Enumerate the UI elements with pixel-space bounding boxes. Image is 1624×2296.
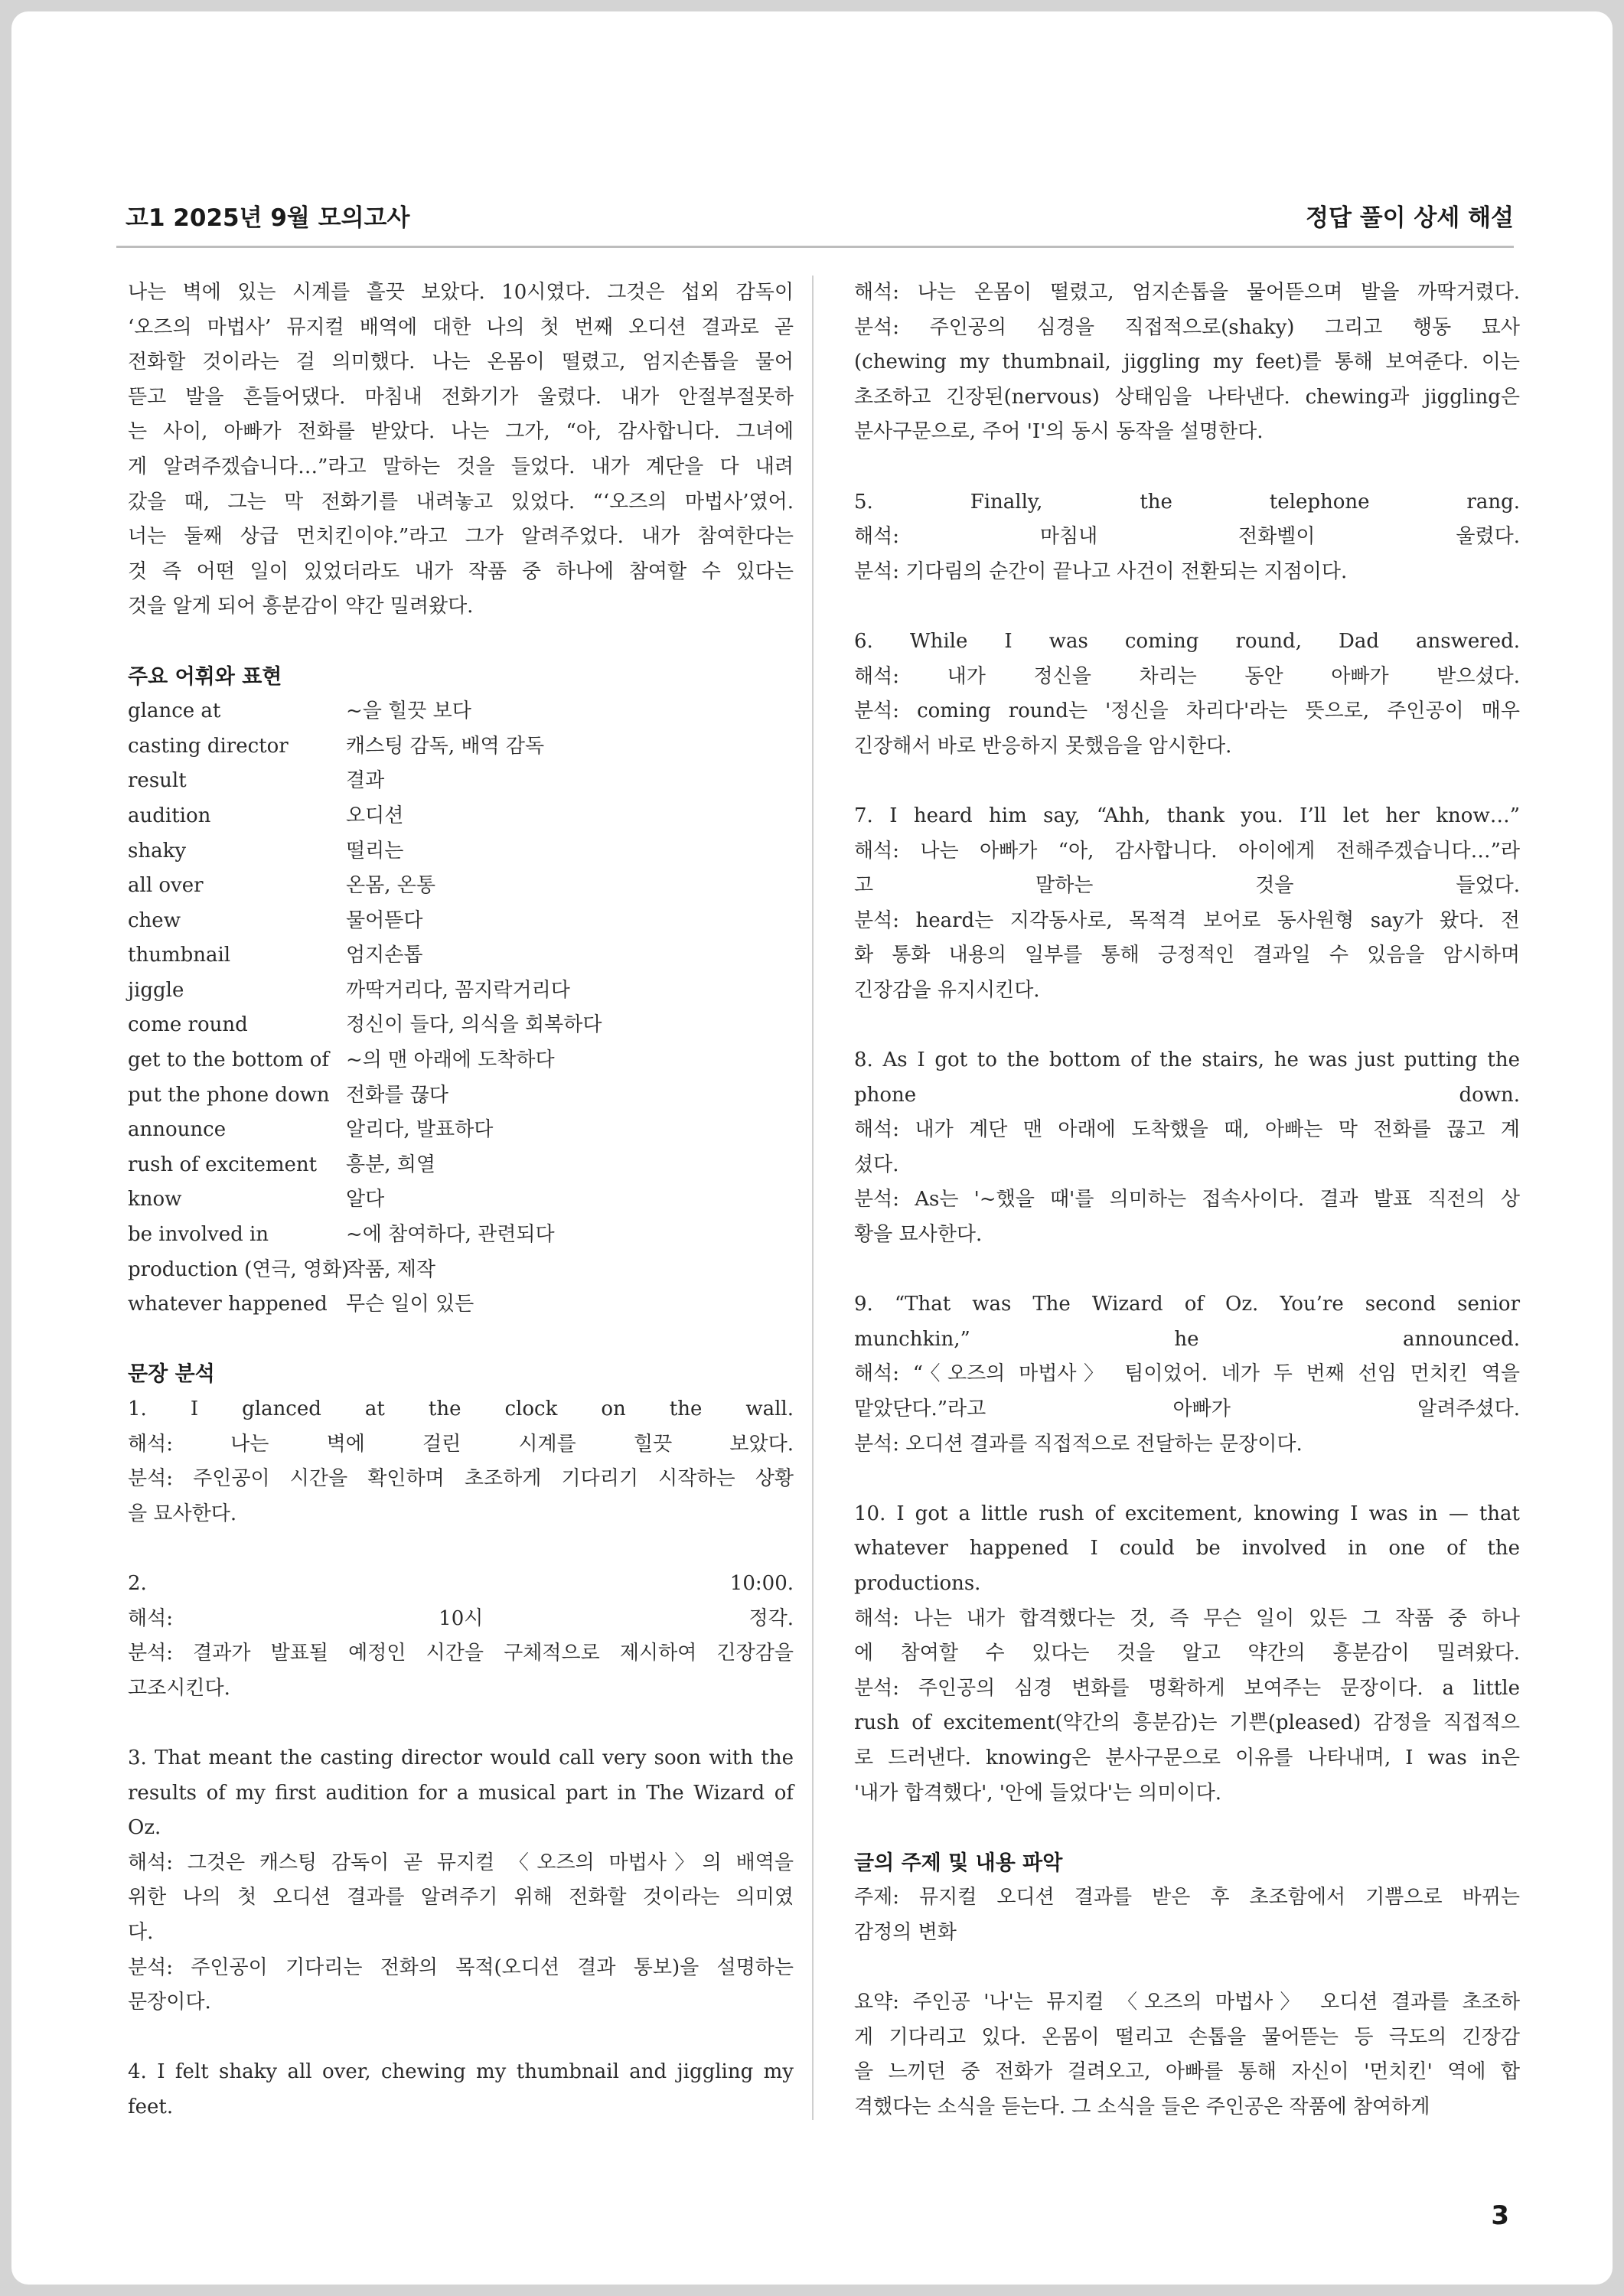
paragraph-gap	[128, 1706, 794, 1741]
vocab-term: rush of excitement	[128, 1153, 318, 1176]
text-line: 감정의 변화	[854, 1920, 957, 1944]
text-line: 맡았단다.”라고 아빠가 알려주셨다.	[854, 1397, 1520, 1420]
text-line: 위한 나의 첫 오디션 결과를 알려주기 위해 전화할 것이라는 의미였	[128, 1886, 794, 1910]
text-line: 분석: 결과가 발표될 예정인 시간을 구체적으로 제시하여 긴장감을	[128, 1642, 794, 1665]
vocab-row	[128, 729, 794, 765]
text-line: 해석: 나는 벽에 걸린 시계를 힐끗 보았다.	[128, 1432, 794, 1456]
text-line: 10. I got a little rush of excitement, knowing I was in — that	[854, 1502, 1520, 1525]
text-line: 분석: 주인공의 심경 변화를 명확하게 보여주는 문장이다. a little	[854, 1676, 1520, 1700]
text-line: 5. Finally, the telephone rang.	[854, 490, 1520, 514]
text-line: 8. As I got to the bottom of the stairs, he was just putting the	[854, 1049, 1520, 1072]
vocab-row	[128, 1008, 794, 1043]
text-line: 격했다는 소식을 듣는다. 그 소식을 들은 주인공은 작품에 참여하게	[854, 2095, 1430, 2118]
column-divider	[812, 276, 814, 2120]
text-line: 뜯고 발을 흔들어댔다. 마침내 전화기가 울렸다. 내가 안절부절못하	[128, 385, 794, 409]
text-line: 을 묘사한다.	[128, 1502, 237, 1525]
spacer	[854, 1811, 1520, 1846]
vocab-row	[128, 694, 794, 729]
vocab-row	[128, 1148, 794, 1183]
vocab-term: get to the bottom of	[128, 1049, 329, 1072]
vocab-meaning: 까딱거리다, 꼼지락거리다	[346, 978, 570, 1002]
text-line: 해석: 내가 정신을 차리는 동안 아빠가 받으셨다.	[854, 664, 1520, 688]
text-line: 로 드러낸다. knowing은 분사구문으로 이유를 나타내며, I was in은	[854, 1746, 1520, 1769]
vocab-row	[128, 1043, 794, 1078]
vocab-meaning: 무슨 일이 있든	[346, 1293, 474, 1316]
text-line: results of my first audition for a musical part in The Wizard of	[128, 1781, 794, 1805]
vocab-term: be involved in	[128, 1223, 269, 1247]
theme-heading: 글의 주제 및 내용 파악	[854, 1851, 1063, 1875]
paragraph-gap	[854, 1462, 1520, 1497]
text-line: 긴장감을 유지시킨다.	[854, 978, 1040, 1002]
vocab-term: know	[128, 1188, 182, 1212]
text-line: feet.	[128, 2095, 174, 2118]
text-line: 초조하고 긴장된(nervous) 상태임을 나타낸다. chewing과 jiggling은	[854, 385, 1520, 409]
paragraph-gap	[128, 2020, 794, 2056]
text-line: 게 알려주겠습니다…”라고 말하는 것을 들었다. 내가 계단을 다 내려	[128, 455, 794, 478]
text-line: 분석: 주인공이 시간을 확인하며 초조하게 기다리기 시작하는 상황	[128, 1467, 794, 1491]
spacer	[128, 1322, 794, 1358]
sentence-analysis-left	[128, 1392, 794, 2125]
vocab-row	[128, 1287, 794, 1322]
text-line: 요약: 주인공 '나'는 뮤지컬 〈오즈의 마법사〉 오디션 결과를 초조하	[854, 1991, 1520, 2014]
paragraph-gap	[854, 1008, 1520, 1043]
text-line: 6. While I was coming round, Dad answered.	[854, 629, 1520, 653]
vocab-row	[128, 1182, 794, 1218]
text-line: 해석: 나는 내가 합격했다는 것, 즉 무슨 일이 있든 그 작품 중 하나	[854, 1606, 1520, 1630]
vocab-row	[128, 1253, 794, 1288]
text-line: 너는 둘째 상급 먼치킨이야.”라고 그가 알려주었다. 내가 참여한다는	[128, 525, 794, 549]
text-line: rush of excitement(약간의 흥분감)는 기쁜(pleased) 감정을 직접적으	[854, 1711, 1520, 1735]
vocab-meaning: ~을 힐끗 보다	[346, 700, 471, 723]
vocab-meaning: 작품, 제작	[346, 1257, 435, 1281]
vocab-row	[128, 1218, 794, 1253]
vocab-meaning: ~의 맨 아래에 도착하다	[346, 1049, 555, 1072]
text-line: 것을 알게 되어 흥분감이 약간 밀려왔다.	[128, 595, 474, 618]
vocab-row	[128, 938, 794, 974]
text-line: (chewing my thumbnail, jiggling my feet)를 통해 보여준다. 이는	[854, 351, 1520, 374]
vocab-term: thumbnail	[128, 944, 231, 967]
vocab-row	[128, 974, 794, 1009]
sentence-analysis-right	[854, 276, 1520, 1811]
text-line: 3. That meant the casting director would call very soon with the	[128, 1746, 794, 1769]
vocab-term: all over	[128, 874, 204, 898]
vocab-list	[128, 694, 794, 1322]
text-line: 1. I glanced at the clock on the wall.	[128, 1397, 794, 1420]
paragraph-gap	[854, 764, 1520, 799]
vocab-row	[128, 799, 794, 834]
text-line: 을 느끼던 중 전화가 걸려오고, 아빠를 통해 자신이 '먼치킨' 역에 합	[854, 2060, 1520, 2084]
text-line: 화 통화 내용의 일부를 통해 긍정적인 결과일 수 있음을 암시하며	[854, 944, 1520, 967]
text-line: 게 기다리고 있다. 온몸이 떨리고 손톱을 물어뜯는 등 극도의 긴장감	[854, 2025, 1520, 2049]
text-line: 분석: 주인공이 기다리는 전화의 목적(오디션 결과 통보)을 설명하는	[128, 1955, 794, 1979]
text-line: 전화할 것이라는 걸 의미했다. 나는 온몸이 떨렸고, 엄지손톱을 물어	[128, 351, 794, 374]
page	[11, 11, 1613, 2285]
vocab-term: put the phone down	[128, 1083, 330, 1107]
vocab-meaning: 알리다, 발표하다	[346, 1118, 494, 1142]
text-line: 4. I felt shaky all over, chewing my thumbnail and jiggling my	[128, 2060, 794, 2084]
exam-title: 고1 2025년 9월 모의고사	[126, 204, 410, 232]
text-line: 에 참여할 수 있다는 것을 알고 약간의 흥분감이 밀려왔다.	[854, 1642, 1520, 1665]
text-line: ‘오즈의 마법사’ 뮤지컬 배역에 대한 나의 첫 번째 오디션 결과로 곧	[128, 315, 794, 339]
paragraph-gap	[854, 1951, 1520, 1986]
left-column	[128, 276, 794, 2125]
page-header	[116, 192, 1514, 248]
text-line: 분석: As는 '~했을 때'를 의미하는 접속사이다. 결과 발표 직전의 상	[854, 1188, 1520, 1212]
text-line: 7. I heard him say, “Ahh, thank you. I’ll let her know…”	[854, 804, 1520, 827]
text-line: 해석: 내가 계단 맨 아래에 도착했을 때, 아빠는 막 전화를 끊고 계	[854, 1118, 1520, 1142]
right-column	[854, 276, 1520, 2125]
vocab-meaning: 물어뜯다	[346, 908, 423, 932]
text-line: 황을 묘사한다.	[854, 1223, 983, 1247]
analysis-heading: 문장 분석	[128, 1362, 215, 1387]
text-line: 다.	[128, 1920, 154, 1944]
vocab-meaning: 엄지손톱	[346, 944, 423, 967]
vocab-row	[128, 869, 794, 904]
vocab-meaning: 알다	[346, 1188, 385, 1212]
vocab-row	[128, 764, 794, 799]
text-line: 분석: heard는 지각동사로, 목적격 보어로 동사원형 say가 왔다. 전	[854, 908, 1520, 932]
text-line: 나는 벽에 있는 시계를 흘끗 보았다. 10시였다. 그것은 섭외 감독이	[128, 281, 794, 304]
vocab-meaning: 흥분, 희열	[346, 1153, 435, 1176]
text-line: Oz.	[128, 1816, 161, 1840]
vocab-heading: 주요 어휘와 표현	[128, 664, 282, 689]
vocab-term: chew	[128, 908, 181, 932]
text-line: whatever happened I could be involved in one of the	[854, 1537, 1520, 1561]
text-line: 문장이다.	[128, 1991, 211, 2014]
text-line: 주제: 뮤지컬 오디션 결과를 받은 후 초조함에서 기쁨으로 바뀌는	[854, 1886, 1520, 1910]
text-line: 셨다.	[854, 1153, 899, 1176]
vocab-meaning: 결과	[346, 769, 385, 793]
text-line: '내가 합격했다', '안에 들었다'는 의미이다.	[854, 1781, 1222, 1805]
vocab-row	[128, 834, 794, 869]
spacer	[128, 625, 794, 660]
vocab-meaning: 오디션	[346, 804, 404, 827]
text-line: 분석: 오디션 결과를 직접적으로 전달하는 문장이다.	[854, 1432, 1303, 1456]
text-line: phone down.	[854, 1083, 1520, 1107]
page-number: 3	[1491, 2200, 1509, 2231]
text-line: 분석: 기다림의 순간이 끝나고 사건이 전환되는 지점이다.	[854, 559, 1348, 583]
text-line: 9. “That was The Wizard of Oz. You’re second senior	[854, 1293, 1520, 1316]
text-line: 분석: coming round는 '정신을 차리다'라는 뜻으로, 주인공이 매우	[854, 700, 1520, 723]
text-line: 는 사이, 아빠가 전화를 받았다. 나는 그가, “아, 감사합니다. 그녀에	[128, 420, 794, 444]
text-line: 고 말하는 것을 들었다.	[854, 874, 1520, 898]
text-line: 해석: “〈오즈의 마법사〉 팀이었어. 네가 두 번째 선임 먼치킨 역을	[854, 1362, 1520, 1386]
text-line: productions.	[854, 1571, 981, 1595]
text-line: munchkin,” he announced.	[854, 1327, 1520, 1351]
text-line: 해석: 10시 정각.	[128, 1606, 794, 1630]
vocab-row	[128, 1078, 794, 1114]
text-line: 분석: 주인공의 심경을 직접적으로(shaky) 그리고 행동 묘사	[854, 315, 1520, 339]
theme-summary	[854, 1880, 1520, 2125]
vocab-term: shaky	[128, 839, 187, 863]
vocab-row	[128, 1113, 794, 1148]
vocab-term: casting director	[128, 734, 289, 758]
paragraph-gap	[854, 589, 1520, 625]
text-line: 긴장해서 바로 반응하지 못했음을 암시한다.	[854, 734, 1232, 758]
paragraph-gap	[128, 1531, 794, 1567]
section-title: 정답 풀이 상세 해설	[1306, 204, 1514, 232]
text-line: 분사구문으로, 주어 'I'의 동시 동작을 설명한다.	[854, 420, 1264, 444]
vocab-meaning: 전화를 끊다	[346, 1083, 448, 1107]
vocab-term: whatever happened	[128, 1293, 328, 1316]
vocab-meaning: 떨리는	[346, 839, 404, 863]
vocab-meaning: ~에 참여하다, 관련되다	[346, 1223, 555, 1247]
text-line: 고조시킨다.	[128, 1676, 230, 1700]
passage-translation	[128, 276, 794, 625]
text-line: 해석: 나는 온몸이 떨렸고, 엄지손톱을 물어뜯으며 발을 까딱거렸다.	[854, 281, 1520, 304]
vocab-meaning: 캐스팅 감독, 배역 감독	[346, 734, 545, 758]
vocab-term: audition	[128, 804, 211, 827]
text-line: 것 즉 어떤 일이 있었더라도 내가 작품 중 하나에 참여할 수 있다는	[128, 559, 794, 583]
vocab-term: jiggle	[128, 978, 184, 1002]
vocab-term: glance at	[128, 700, 221, 723]
text-line: 해석: 나는 아빠가 “아, 감사합니다. 아이에게 전해주겠습니다…”라	[854, 839, 1520, 863]
vocab-term: production (연극, 영화)	[128, 1257, 350, 1281]
text-line: 갔을 때, 그는 막 전화기를 내려놓고 있었다. “‘오즈의 마법사’였어.	[128, 490, 794, 514]
vocab-term: result	[128, 769, 187, 793]
vocab-meaning: 온몸, 온통	[346, 874, 435, 898]
vocab-meaning: 정신이 들다, 의식을 회복하다	[346, 1013, 602, 1037]
text-line: 2. 10:00.	[128, 1571, 794, 1595]
text-line: 해석: 마침내 전화벨이 울렸다.	[854, 525, 1520, 549]
vocab-row	[128, 904, 794, 939]
text-line: 해석: 그것은 캐스팅 감독이 곧 뮤지컬 〈오즈의 마법사〉의 배역을	[128, 1851, 794, 1874]
vocab-term: announce	[128, 1118, 227, 1142]
paragraph-gap	[854, 1253, 1520, 1288]
paragraph-gap	[854, 450, 1520, 485]
vocab-term: come round	[128, 1013, 248, 1037]
